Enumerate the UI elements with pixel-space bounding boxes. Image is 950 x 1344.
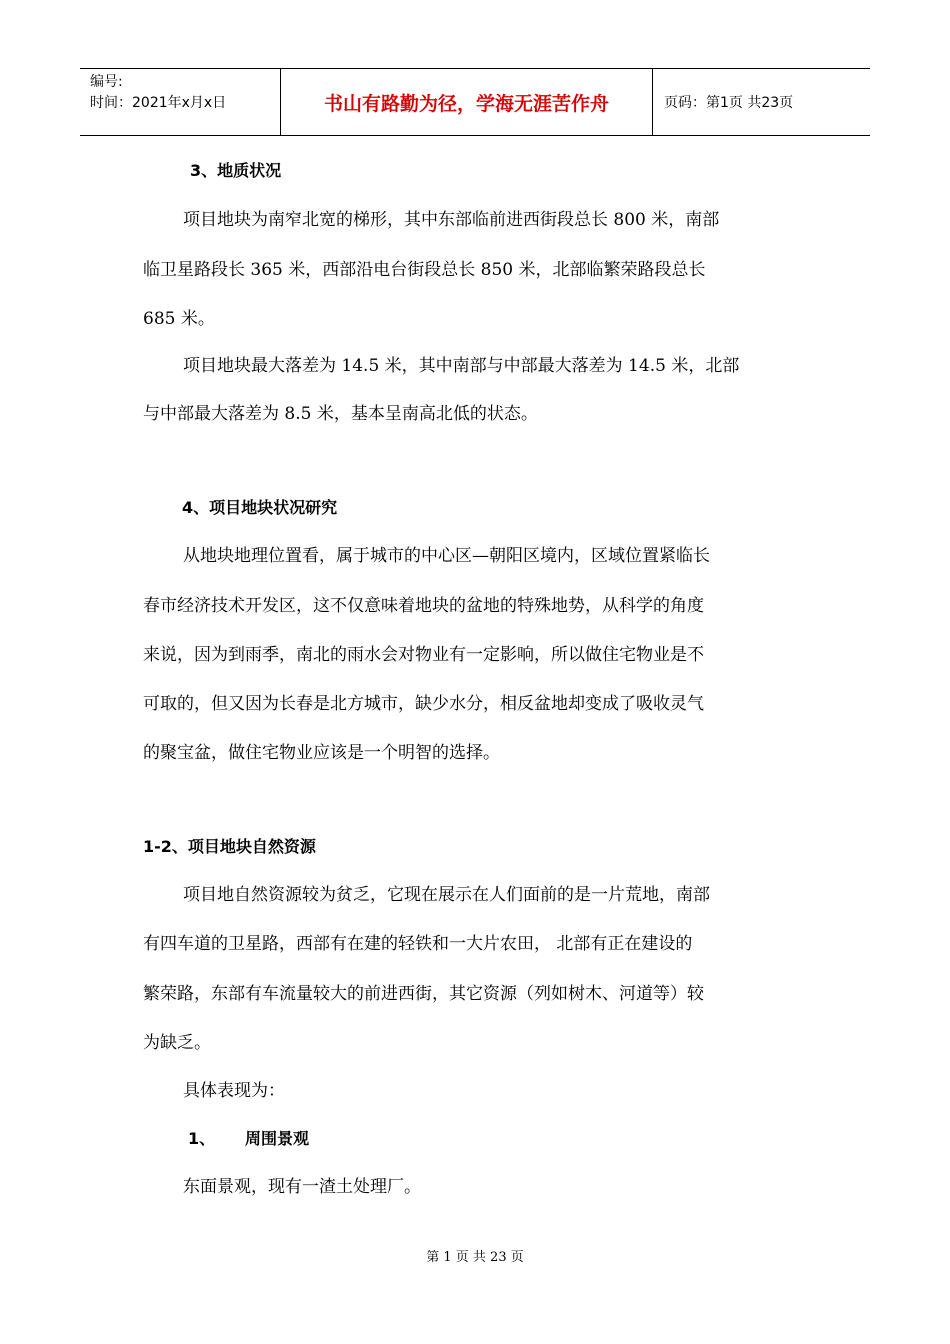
- page-footer: 第 1 页 共 23 页: [426, 1250, 524, 1265]
- document-time-label: 时间：2021年x月x日: [90, 95, 227, 111]
- paragraph-line: 为缺乏。: [143, 1033, 211, 1053]
- subheading-surrounding-landscape: 周围景观: [245, 1129, 310, 1148]
- paragraph-line: 从地块地理位置看，属于城市的中心区—朝阳区境内，区域位置紧临长: [183, 546, 710, 566]
- paragraph-line: 来说，因为到雨季，南北的雨水会对物业有一定影响，所以做住宅物业是不: [143, 645, 704, 665]
- paragraph-line: 临卫星路段长 365 米，西部沿电台街段总长 850 米，北部临繁荣路段总长: [143, 260, 706, 280]
- paragraph-line: 与中部最大落差为 8.5 米，基本呈南高北低的状态。: [143, 404, 538, 424]
- paragraph-line: 685 米。: [143, 309, 215, 329]
- paragraph-line: 的聚宝盆，做住宅物业应该是一个明智的选择。: [143, 743, 500, 763]
- paragraph-line: 有四车道的卫星路，西部有在建的轻铁和一大片农田， 北部有正在建设的: [143, 934, 693, 954]
- paragraph-line: 项目地自然资源较为贫乏，它现在展示在人们面前的是一片荒地，南部: [183, 885, 710, 905]
- paragraph-line: 东面景观，现有一渣土处理厂。: [183, 1177, 421, 1197]
- paragraph-line: 具体表现为：: [183, 1081, 285, 1101]
- header-page-info: 页码：第1页 共23页: [664, 95, 794, 111]
- header-meta: [80, 69, 280, 135]
- paragraph-line: 可取的，但又因为长春是北方城市，缺少水分，相反盆地却变成了吸收灵气: [143, 694, 704, 714]
- paragraph-line: 项目地块最大落差为 14.5 米，其中南部与中部最大落差为 14.5 米，北部: [183, 356, 740, 376]
- section-heading-geology: 3、地质状况: [190, 161, 282, 180]
- section-heading-natural-resources: 1-2、项目地块自然资源: [143, 837, 316, 856]
- header-motto: 书山有路勤为径，学海无涯苦作舟: [280, 69, 653, 135]
- document-header: [80, 68, 870, 136]
- paragraph-line: 繁荣路，东部有车流量较大的前进西街，其它资源（列如树木、河道等）较: [143, 984, 704, 1004]
- subheading-number: 1、: [188, 1129, 216, 1148]
- section-heading-site-study: 4、项目地块状况研究: [182, 498, 338, 517]
- paragraph-line: 项目地块为南窄北宽的梯形，其中东部临前进西街段总长 800 米，南部: [183, 210, 720, 230]
- document-number-label: 编号:: [90, 74, 123, 90]
- paragraph-line: 春市经济技术开发区，这不仅意味着地块的盆地的特殊地势，从科学的角度: [143, 596, 704, 616]
